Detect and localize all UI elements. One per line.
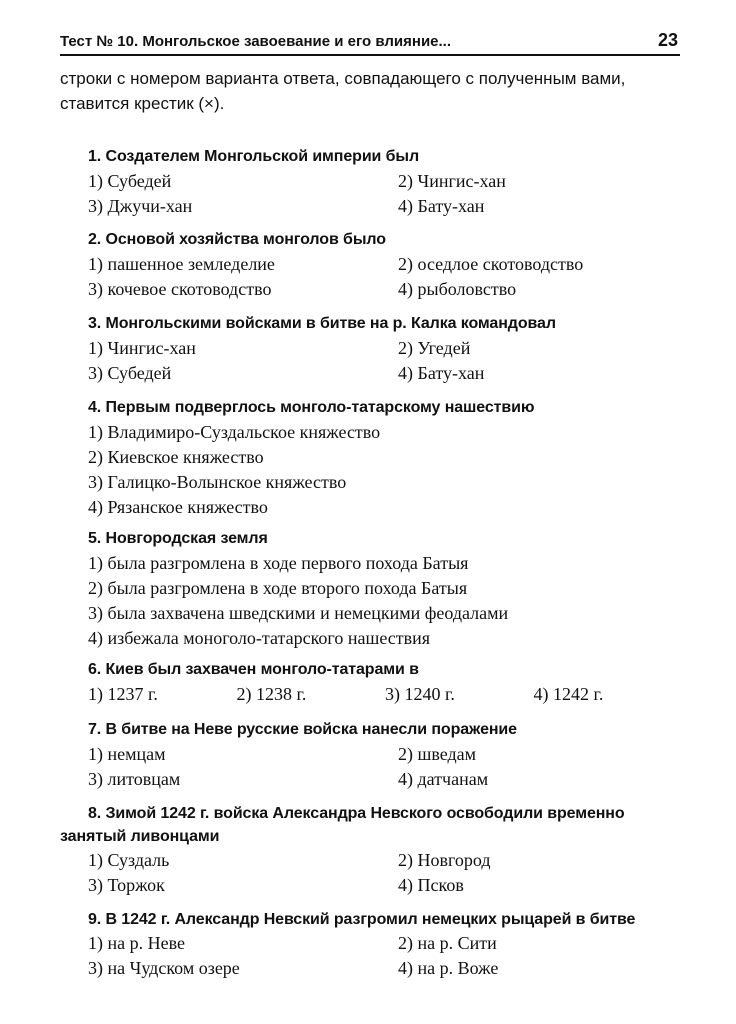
question-title: 2. Основой хозяйства монголов было bbox=[88, 231, 386, 248]
option: 1) пашенное земледелие bbox=[88, 254, 275, 274]
options-row bbox=[60, 194, 682, 219]
option: 1) была разгромлена в ходе первого похода Батыя bbox=[88, 553, 469, 573]
option: 4) на р. Воже bbox=[398, 958, 499, 978]
options-row bbox=[60, 956, 682, 981]
page-number: 23 bbox=[657, 30, 678, 50]
option: 2) Угедей bbox=[398, 338, 471, 358]
option: 2) Киевское княжество bbox=[88, 447, 264, 467]
option: 4) 1242 г. bbox=[533, 684, 604, 704]
options-row bbox=[60, 848, 682, 873]
option: 3) кочевое скотоводство bbox=[88, 279, 272, 299]
option: 2) 1238 г. bbox=[236, 684, 307, 704]
question-title: 1. Создателем Монгольской империи был bbox=[88, 148, 420, 165]
option: 2) оседлое скотоводство bbox=[398, 254, 584, 274]
question-6 bbox=[60, 657, 682, 707]
options-row bbox=[60, 742, 682, 767]
options-row bbox=[60, 873, 682, 898]
page-header bbox=[60, 28, 680, 56]
option: 3) на Чудском озере bbox=[88, 958, 240, 978]
option: 2) Чингис-хан bbox=[398, 171, 506, 191]
option: 4) Псков bbox=[398, 875, 464, 895]
option: 3) Субедей bbox=[88, 363, 172, 383]
option: 2) на р. Сити bbox=[398, 933, 497, 953]
option: 2) Новгород bbox=[398, 850, 491, 870]
option: 1) на р. Неве bbox=[88, 933, 185, 953]
options-row bbox=[60, 277, 682, 302]
question-4 bbox=[60, 395, 682, 520]
option: 4) избежала моноголо-татарского нашествия bbox=[88, 628, 431, 648]
intro-text: строки с номером варианта ответа, совпадающего с полученным вами, ставится крестик (×). bbox=[60, 69, 626, 113]
option: 4) Рязанское княжество bbox=[88, 497, 268, 517]
option: 3) была захвачена шведскими и немецкими феодалами bbox=[88, 603, 509, 623]
option: 4) датчанам bbox=[398, 769, 489, 789]
question-title: 7. В битве на Неве русские войска нанесли поражение bbox=[88, 721, 517, 738]
running-title: Тест № 10. Монгольское завоевание и его влияние... bbox=[60, 33, 452, 50]
option: 2) шведам bbox=[398, 744, 477, 764]
option: 3) Галицко-Волынское княжество bbox=[88, 472, 347, 492]
question-2 bbox=[60, 227, 682, 302]
question-7 bbox=[60, 717, 682, 792]
question-5 bbox=[60, 526, 682, 651]
option: 1) Субедей bbox=[88, 171, 172, 191]
options-row bbox=[60, 931, 682, 956]
options-row bbox=[60, 682, 682, 707]
option: 1) 1237 г. bbox=[88, 684, 158, 704]
option: 4) Бату-хан bbox=[398, 363, 485, 383]
question-title: 3. Монгольскими войсками в битве на р. Калка командовал bbox=[88, 315, 556, 332]
question-title: 5. Новгородская земля bbox=[88, 530, 268, 547]
option: 3) литовцам bbox=[88, 769, 181, 789]
options-row bbox=[60, 252, 682, 277]
options-row bbox=[60, 336, 682, 361]
options-row bbox=[60, 169, 682, 194]
option: 3) Джучи-хан bbox=[88, 196, 193, 216]
option: 1) Суздаль bbox=[88, 850, 170, 870]
question-title: 6. Киев был захвачен монголо-татарами в bbox=[88, 661, 419, 678]
option: 3) Торжок bbox=[88, 875, 165, 895]
question-8 bbox=[60, 802, 682, 898]
option: 1) Чингис-хан bbox=[88, 338, 196, 358]
option: 3) 1240 г. bbox=[385, 684, 455, 704]
question-1 bbox=[60, 144, 682, 219]
option: 1) немцам bbox=[88, 744, 166, 764]
question-3 bbox=[60, 311, 682, 386]
question-title: 9. В 1242 г. Александр Невский разгромил немецких рыцарей в битве bbox=[88, 911, 636, 928]
option: 1) Владимиро-Суздальское княжество bbox=[88, 422, 381, 442]
option: 2) была разгромлена в ходе второго похода Батыя bbox=[88, 578, 468, 598]
options-row bbox=[60, 361, 682, 386]
option: 4) рыболовство bbox=[398, 279, 517, 299]
option: 4) Бату-хан bbox=[398, 196, 485, 216]
question-title: 4. Первым подверглось монголо-татарскому нашествию bbox=[88, 399, 535, 416]
question-9 bbox=[60, 908, 682, 981]
question-title: 8. Зимой 1242 г. войска Александра Невского освободили временно занятый ливонцами bbox=[60, 805, 625, 845]
options-row bbox=[60, 767, 682, 792]
